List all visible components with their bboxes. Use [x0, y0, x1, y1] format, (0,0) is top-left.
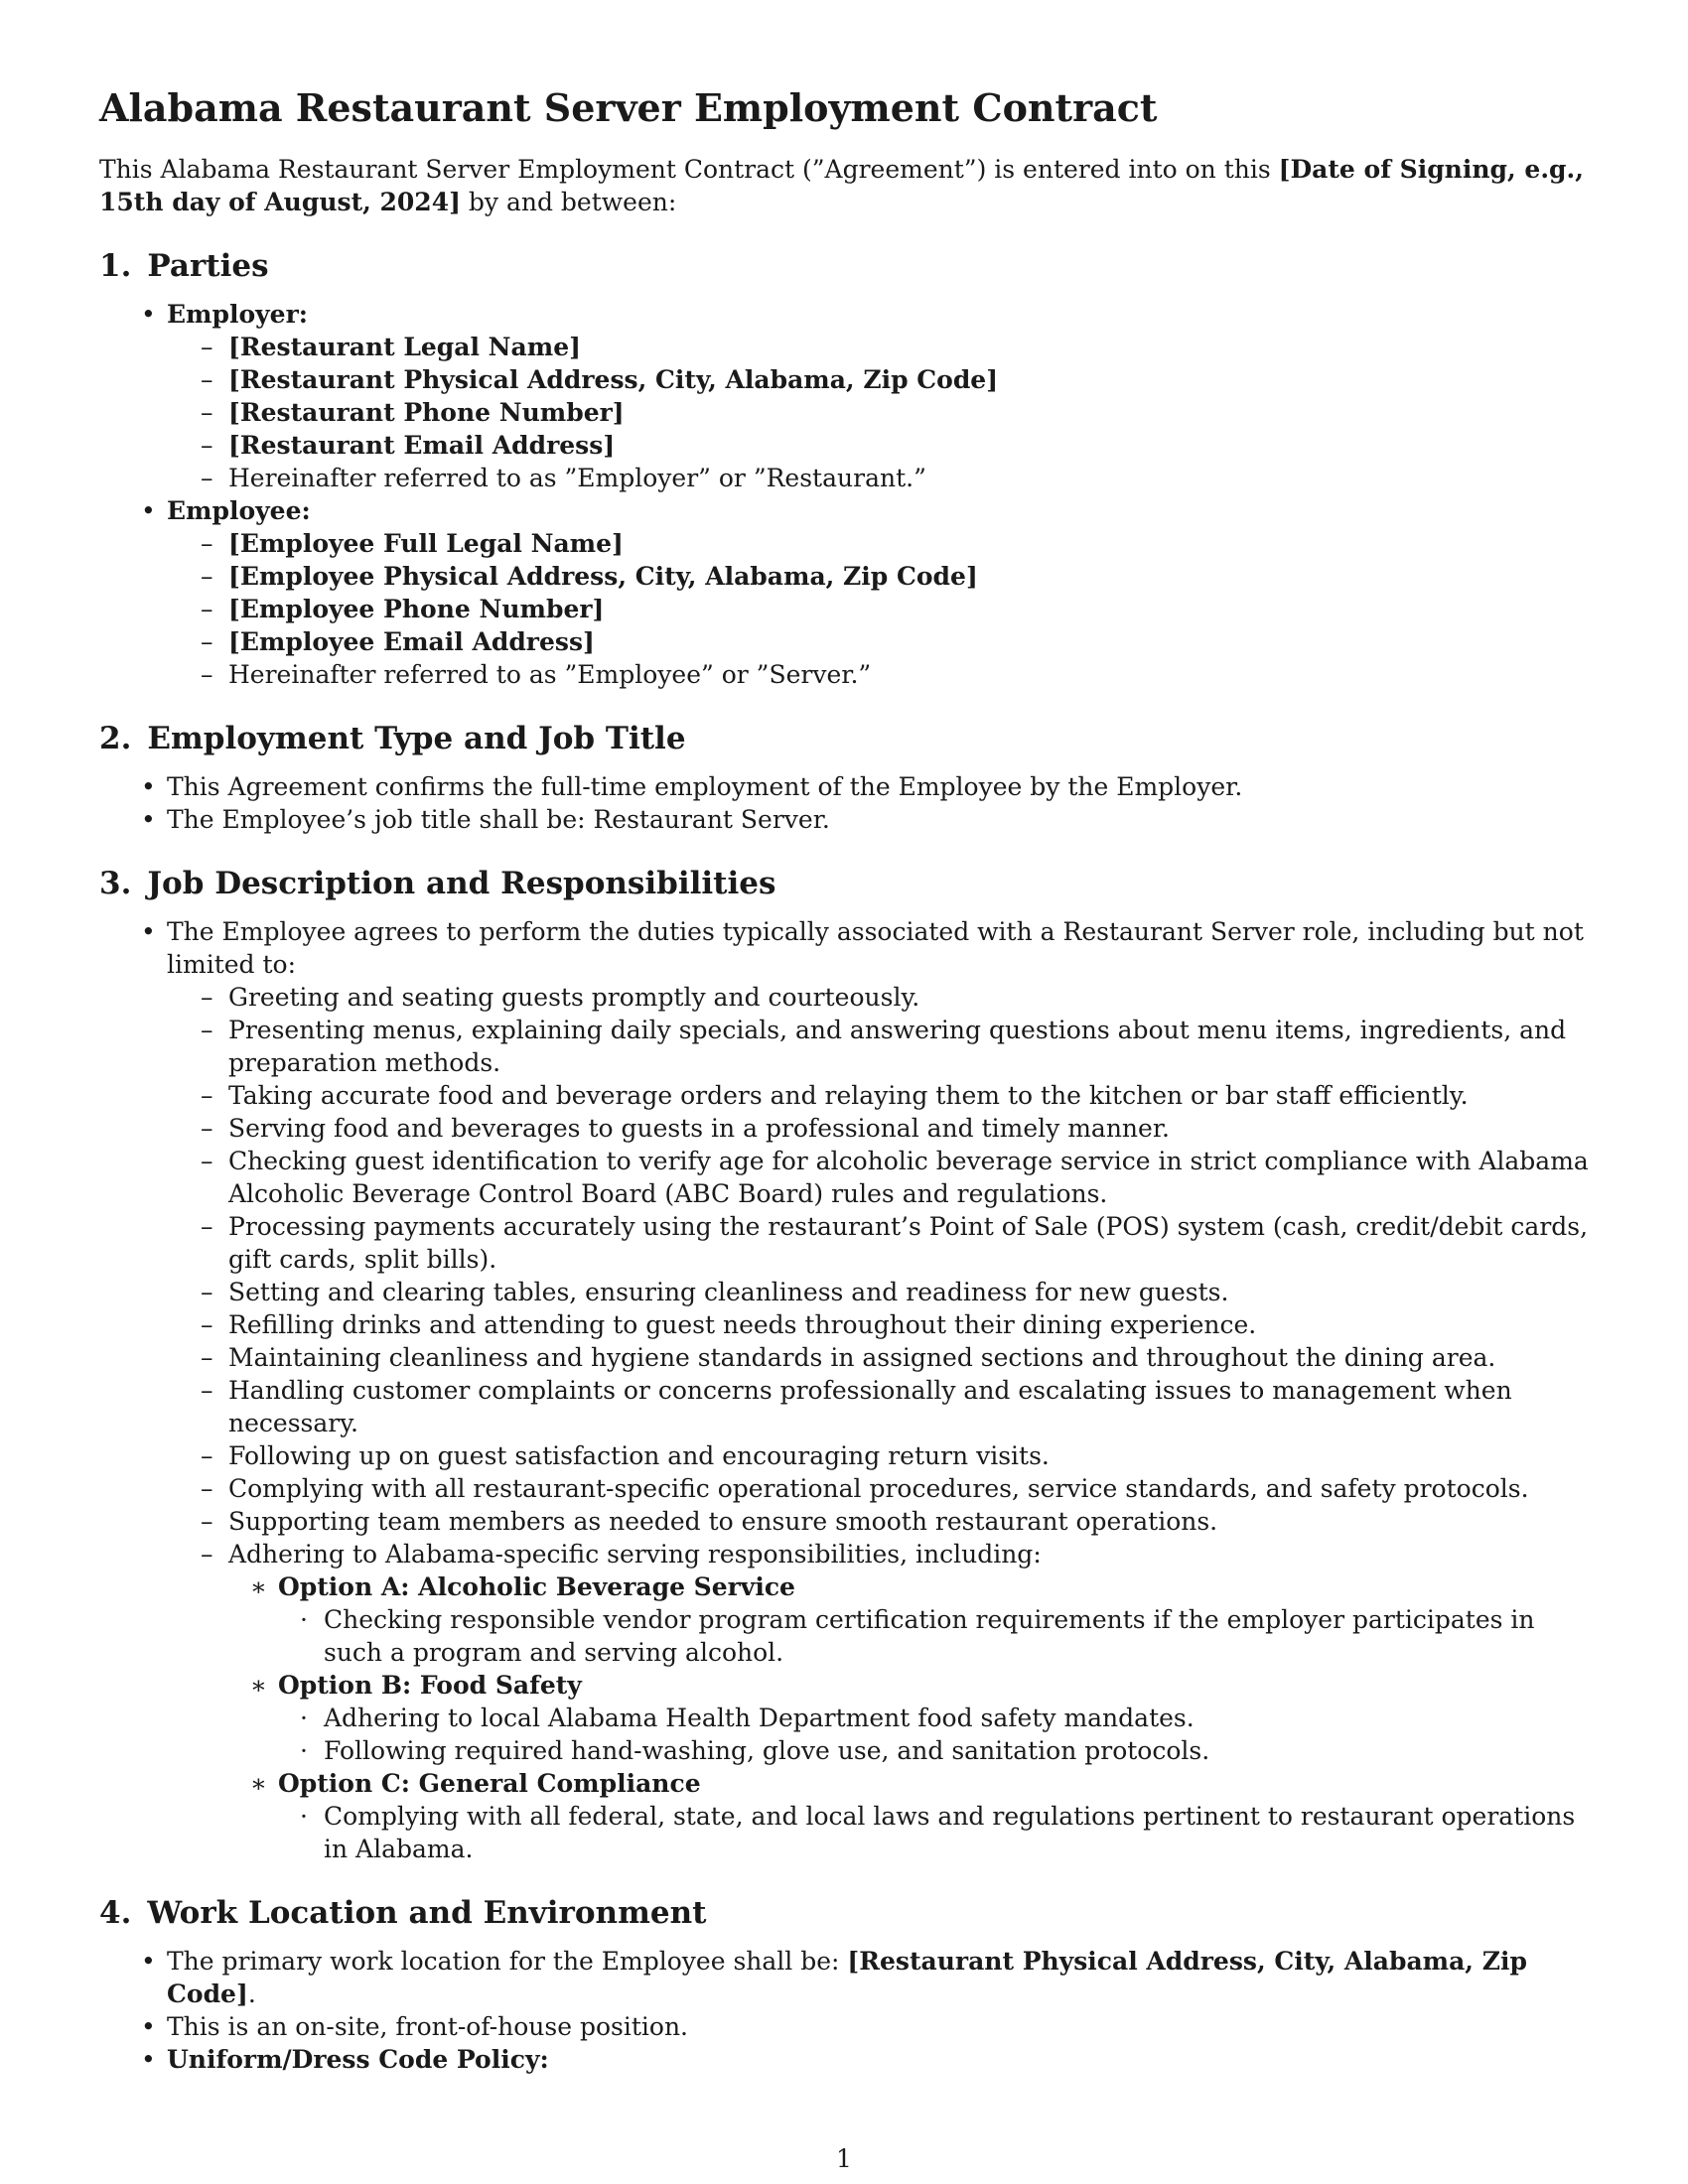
duties-list	[167, 981, 1589, 1865]
list-item: – [Restaurant Email Address]	[167, 429, 1589, 462]
list-item: – Serving food and beverages to guests in a professional and timely manner.	[167, 1112, 1589, 1145]
list-item: – Hereinafter referred to as ”Employer” or ”Restaurant.”	[167, 462, 1589, 494]
list-item: • The primary work location for the Employee shall be: [Restaurant Physical Address, City, Alabama, Zip Code].	[99, 1945, 1589, 2010]
list-item: – Setting and clearing tables, ensuring cleanliness and readiness for new guests.	[167, 1276, 1589, 1308]
list-item: – [Employee Physical Address, City, Alabama, Zip Code]	[167, 560, 1589, 593]
list-item: – [Employee Full Legal Name]	[167, 527, 1589, 560]
employee-fields	[167, 527, 1589, 691]
work-location-list	[99, 1945, 1589, 2076]
list-item: – Following up on guest satisfaction and encouraging return visits.	[167, 1439, 1589, 1472]
employment-type-list	[99, 770, 1589, 836]
list-item: – Refilling drinks and attending to guest needs throughout their dining experience.	[167, 1308, 1589, 1341]
intro-text: This Alabama Restaurant Server Employment Contract (”Agreement”) is entered into on this	[99, 155, 1279, 184]
intro-paragraph	[99, 153, 1589, 218]
section-work-location	[99, 1893, 1589, 2076]
list-item: – Checking guest identification to verify age for alcoholic beverage service in strict compliance with Alabama Alcoholic Beverage Control Board (ABC Board) rules and regulations.	[167, 1145, 1589, 1210]
page-number: 1	[836, 2144, 852, 2173]
list-item: – Taking accurate food and beverage orders and relaying them to the kitchen or bar staff efficiently.	[167, 1079, 1589, 1112]
list-item: – [Restaurant Phone Number]	[167, 396, 1589, 429]
employer-fields	[167, 331, 1589, 494]
option-b: ∗ Option B: Food Safety · Adhering to local Alabama Health Department food safety mandates. · Following required hand-washing, glove use, and sanitation protocols.	[228, 1669, 1589, 1767]
list-item: – Adhering to Alabama-specific serving responsibilities, including: ∗ Option A: Alcoholic Beverage Service · Checking responsible vendor program certification requirements if the employer participates in such a program and serving alcohol. ∗ Option B: Food Safety · Adhering to local Alabama Health Department food safety mandates. · Following required hand-washing, glove use, and sanitation protocols. ∗ Option C: General Compliance · Complying with all federal, state, and local laws and regulations pertinent to restaurant operations in Alabama.	[167, 1538, 1589, 1865]
section-heading: 1. Parties	[99, 248, 269, 284]
document-title: Alabama Restaurant Server Employment Contract	[99, 85, 1158, 130]
job-description-list	[99, 915, 1589, 1865]
section-heading: 4. Work Location and Environment	[99, 1895, 707, 1931]
list-item: • Employer: – [Restaurant Legal Name] – [Restaurant Physical Address, City, Alabama, Zip Code] – [Restaurant Phone Number] – [Restaurant Email Address] – Hereinafter referred to as ”Employer” or ”Restaurant.”	[99, 298, 1589, 494]
list-item: – [Employee Email Address]	[167, 625, 1589, 658]
list-item: – [Restaurant Legal Name]	[167, 331, 1589, 363]
section-heading: 3. Job Description and Responsibilities	[99, 866, 776, 901]
alabama-options-list	[228, 1570, 1589, 1865]
list-item: • The Employee agrees to perform the duties typically associated with a Restaurant Server role, including but not limited to: – Greeting and seating guests promptly and courteously. – Presenting menus, explaining daily specials, and answering questions about menu items, ingredients, and preparation methods. – Taking accurate food and beverage orders and relaying them to the kitchen or bar staff efficiently. – Serving food and beverages to guests in a professional and timely manner. – Checking guest identification to verify age for alcoholic beverage service in strict compliance with Alabama Alcoholic Beverage Control Board (ABC Board) rules and regulations. – Processing payments accurately using the restaurant’s Point of Sale (POS) system (cash, credit/debit cards, gift cards, split bills). – Setting and clearing tables, ensuring cleanliness and readiness for new guests. – Refilling drinks and attending to guest needs throughout their dining experience. – Maintaining cleanliness and hygiene standards in assigned sections and throughout the dining area. – Handling customer complaints or concerns professionally and escalating issues to management when necessary. – Following up on guest satisfaction and encouraging return visits. – Complying with all restaurant-specific operational procedures, service standards, and safety protocols. – Supporting team members as needed to ensure smooth restaurant operations. – Adhering to Alabama-specific serving responsibilities, including: ∗ Option A: Alcoholic Beverage Service · Checking responsible vendor program certification requirements if the employer participates in such a program and serving alcohol. ∗ Option B: Food Safety · Adhering to local Alabama Health Department food safety mandates. · Following required hand-washing, glove use, and sanitation protocols. ∗ Option C: General Compliance · Complying with all federal, state, and local laws and regulations pertinent to restaurant operations in Alabama.	[99, 915, 1589, 1865]
list-item: · Checking responsible vendor program certification requirements if the employer participates in such a program and serving alcohol.	[278, 1603, 1589, 1669]
section-heading: 2. Employment Type and Job Title	[99, 721, 686, 756]
list-item: – Processing payments accurately using the restaurant’s Point of Sale (POS) system (cash, credit/debit cards, gift cards, split bills).	[167, 1210, 1589, 1276]
section-employment-type	[99, 719, 1589, 836]
list-item: – Maintaining cleanliness and hygiene standards in assigned sections and throughout the dining area.	[167, 1341, 1589, 1374]
list-item: – Hereinafter referred to as ”Employee” or ”Server.”	[167, 658, 1589, 691]
list-item: • The Employee’s job title shall be: Restaurant Server.	[99, 803, 1589, 836]
list-item: – Complying with all restaurant-specific operational procedures, service standards, and safety protocols.	[167, 1472, 1589, 1505]
list-item: • This Agreement confirms the full-time employment of the Employee by the Employer.	[99, 770, 1589, 803]
date-placeholder: [Date of Signing, e.g., 15th day of August, 2024]	[99, 155, 1584, 216]
option-c: ∗ Option C: General Compliance · Complying with all federal, state, and local laws and regulations pertinent to restaurant operations in Alabama.	[228, 1767, 1589, 1865]
list-item: · Complying with all federal, state, and local laws and regulations pertinent to restaurant operations in Alabama.	[278, 1800, 1589, 1865]
list-item: · Adhering to local Alabama Health Department food safety mandates.	[278, 1702, 1589, 1734]
section-parties	[99, 246, 1589, 691]
list-item: – Handling customer complaints or concerns professionally and escalating issues to management when necessary.	[167, 1374, 1589, 1439]
list-item: – Greeting and seating guests promptly and courteously.	[167, 981, 1589, 1014]
list-item: – [Employee Phone Number]	[167, 593, 1589, 625]
document-page	[99, 85, 1589, 2076]
list-item: • Uniform/Dress Code Policy:	[99, 2043, 1589, 2076]
list-item: – Presenting menus, explaining daily specials, and answering questions about menu items, ingredients, and preparation methods.	[167, 1014, 1589, 1079]
list-item: – [Restaurant Physical Address, City, Alabama, Zip Code]	[167, 363, 1589, 396]
list-item: · Following required hand-washing, glove use, and sanitation protocols.	[278, 1734, 1589, 1767]
list-item: • This is an on-site, front-of-house position.	[99, 2010, 1589, 2043]
option-a: ∗ Option A: Alcoholic Beverage Service · Checking responsible vendor program certification requirements if the employer participates in such a program and serving alcohol.	[228, 1570, 1589, 1669]
intro-text-end: by and between:	[460, 188, 677, 216]
list-item: – Supporting team members as needed to ensure smooth restaurant operations.	[167, 1505, 1589, 1538]
list-item: • Employee: – [Employee Full Legal Name] – [Employee Physical Address, City, Alabama, Zip Code] – [Employee Phone Number] – [Employee Email Address] – Hereinafter referred to as ”Employee” or ”Server.”	[99, 494, 1589, 691]
section-job-description	[99, 864, 1589, 1865]
parties-list	[99, 298, 1589, 691]
